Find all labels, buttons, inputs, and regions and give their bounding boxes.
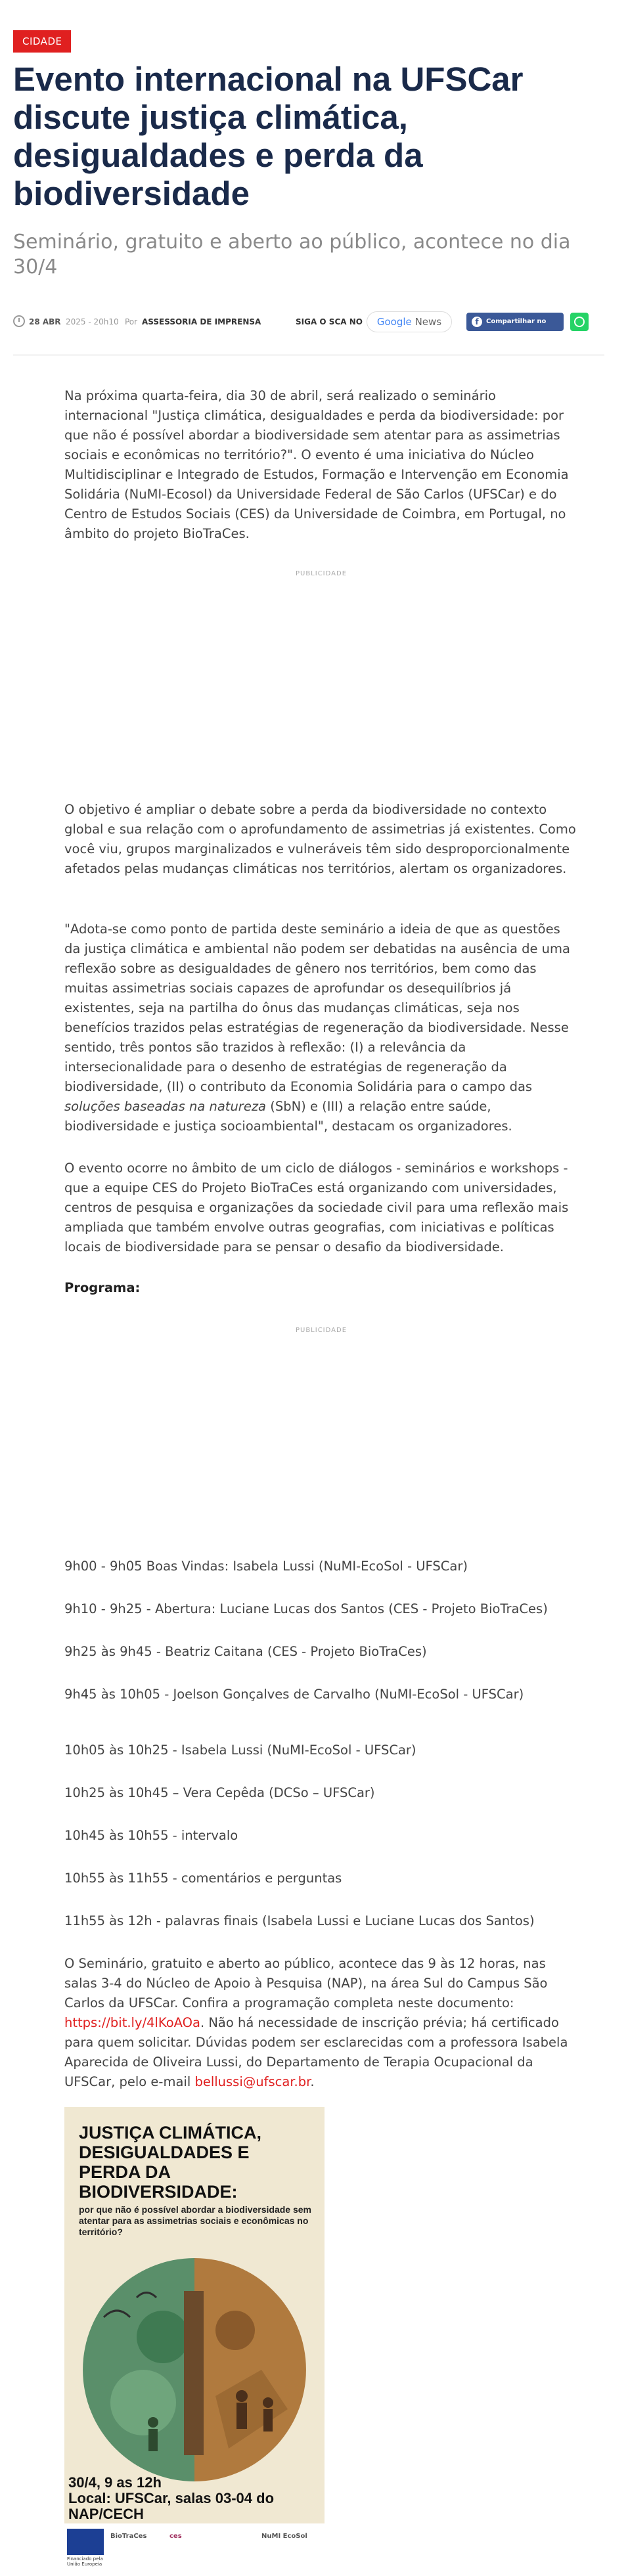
poster-illustration xyxy=(64,2238,325,2501)
schedule-item: 9h00 - 9h05 Boas Vindas: Isabela Lussi (NuMI-EcoSol - UFSCar) xyxy=(64,1559,468,1574)
programa-label: Programa: xyxy=(64,1280,141,1295)
publish-time: 2025 - 20h10 xyxy=(66,317,119,326)
whatsapp-share-icon[interactable] xyxy=(570,313,589,331)
facebook-icon: f xyxy=(472,317,482,327)
schedule-item: 10h45 às 10h55 - intervalo xyxy=(64,1828,238,1843)
paragraph-3-part-b: (SbN) e (III) a relação entre saúde, biodiversidade e justiça socioambiental", destacam os organizadores. xyxy=(64,1099,512,1134)
numi-logo: NuMI EcoSol xyxy=(261,2533,307,2540)
author-prefix: Por xyxy=(125,317,138,326)
google-news-label-b: News xyxy=(415,316,442,328)
schedule-item: 11h55 às 12h - palavras finais (Isabela Lussi e Luciane Lucas dos Santos) xyxy=(64,1913,535,1928)
email-link[interactable]: bellussi@ufscar.br xyxy=(194,2074,311,2089)
paragraph-5-part-b: . Não há necessidade de inscrição prévia; há certificado para quem solicitar. Dúvidas podem ser esclarecidas com a professora Isabela Aparecida de Oliveira Lussi, do Departamento de Terapia Ocupacional da UFSCar, pelo e-mail xyxy=(64,2015,568,2089)
paragraph-5-part-a: O Seminário, gratuito e aberto ao público, acontece das 9 às 12 horas, nas salas 3-4 do Núcleo de Apoio à Pesquisa (NAP), na área Sul do Campus São Carlos da UFSCar. Confira a programação completa neste documento: xyxy=(64,1956,548,2010)
paragraph-3-part-a: "Adota-se como ponto de partida deste seminário a ideia de que as questões da justiça climática e ambiental não podem ser debatidas na ausência de uma reflexão sobre as desigualdades de gênero nos territórios, bem como das muitas assimetrias sociais capazes de aprofundar os desequilíbrios já existentes, seja na partilha do ônus das mudanças climáticas, seja nos benefícios trazidos pelas estratégias de regeneração da biodiversidade. Nesse sentido, três pontos são trazidos à reflexão: (I) a relevância da intersecionalidade para o desenho de estratégias de regeneração da biodiversidade, (II) o contributo da Economia Solidária para o campo das xyxy=(64,922,570,1094)
follow-label: SIGA O SCA NO xyxy=(296,317,363,326)
publish-date: 28 ABR xyxy=(29,317,61,326)
ad-label-2: PUBLICIDADE xyxy=(295,1327,348,1334)
author-link[interactable]: ASSESSORIA DE IMPRENSA xyxy=(142,317,261,326)
poster-location: Local: UFSCar, salas 03-04 do NAP/CECH xyxy=(68,2490,275,2522)
ad-label: PUBLICIDADE xyxy=(295,570,348,577)
paragraph-5-end: . xyxy=(310,2074,315,2089)
eu-flag-icon xyxy=(67,2529,104,2555)
event-poster xyxy=(64,2107,325,2569)
poster-subheading: por que não é possível abordar a biodiversidade sem atentar para as assimetrias sociais e econômicas no território? xyxy=(79,2204,311,2237)
ces-logo: ces xyxy=(169,2533,182,2540)
schedule-item: 9h45 às 10h05 - Joelson Gonçalves de Carvalho (NuMI-EcoSol - UFSCar) xyxy=(64,1687,524,1702)
poster-logos xyxy=(64,2523,325,2569)
article-title: Evento internacional na UFSCar discute justiça climática, desigualdades e perda da biodiversidade xyxy=(13,60,524,212)
schedule-item: 10h05 às 10h25 - Isabela Lussi (NuMI-EcoSol - UFSCar) xyxy=(64,1743,416,1758)
poster-date: 30/4, 9 as 12h xyxy=(68,2474,162,2491)
google-news-label-a: Google xyxy=(376,316,412,328)
biotraces-logo: BioTraCes xyxy=(110,2533,147,2540)
facebook-share-label: Compartilhar no facebook xyxy=(486,318,547,344)
article-meta xyxy=(13,309,604,344)
category-badge[interactable]: CIDADE xyxy=(13,30,71,53)
schedule-item: 10h25 às 10h45 – Vera Cepêda (DCSo – UFSCar) xyxy=(64,1785,375,1800)
paragraph-4: O evento ocorre no âmbito de um ciclo de diálogos - seminários e workshops - que a equipe CES do Projeto BioTraCes está organizando com universidades, centros de pesquisa e organizações da sociedade civil para uma reflexão mais ampliada que também envolve outras geografias, com iniciativas e políticas locais de biodiversidade para se pensar o desafio da biodiversidade. xyxy=(64,1161,569,1255)
poster-details xyxy=(68,2475,321,2522)
program-link[interactable]: https://bit.ly/4lKoAOa xyxy=(64,2015,200,2030)
paragraph-2: O objetivo é ampliar o debate sobre a perda da biodiversidade no contexto global e sua relação com o aprofundamento de assimetrias já existentes. Como você viu, grupos marginalizados e vulneráveis têm sido desproporcionalmente afetados pelas mudanças climáticas nos territórios, alertam os organizadores. xyxy=(64,802,576,876)
paragraph-5 xyxy=(64,1954,578,2092)
article-subtitle: Seminário, gratuito e aberto ao público, acontece no dia 30/4 xyxy=(13,231,571,278)
paragraph-1: Na próxima quarta-feira, dia 30 de abril, será realizado o seminário internacional "Justiça climática, desigualdades e perda da biodiversidade: por que não é possível abordar a biodiversidade sem atentar para as assimetrias sociais e econômicas no território?". O evento é uma iniciativa do Núcleo Multidisciplinar e Integrado de Estudos, Formação e Intervenção em Economia Solidária (NuMI-Ecosol) da Universidade Federal de São Carlos (UFSCar) e do Centro de Estudos Sociais (CES) da Universidade de Coimbra, em Portugal, no âmbito do projeto BioTraCes. xyxy=(64,388,569,541)
paragraph-3 xyxy=(64,920,578,1136)
poster-heading: JUSTIÇA CLIMÁTICA, DESIGUALDADES E PERDA DA BIODIVERSIDADE: xyxy=(79,2123,261,2202)
eu-caption: Financiado pela União Europeia xyxy=(67,2556,103,2567)
paragraph-3-italic: soluções baseadas na natureza xyxy=(64,1099,267,1114)
schedule-item: 9h10 - 9h25 - Abertura: Luciane Lucas dos Santos (CES - Projeto BioTraCes) xyxy=(64,1601,548,1616)
clock-icon xyxy=(13,315,25,327)
schedule-item: 9h25 às 9h45 - Beatriz Caitana (CES - Projeto BioTraCes) xyxy=(64,1644,427,1659)
schedule-item: 10h55 às 11h55 - comentários e perguntas xyxy=(64,1871,342,1886)
facebook-share-button[interactable] xyxy=(466,313,564,344)
google-news-button[interactable] xyxy=(367,311,452,332)
